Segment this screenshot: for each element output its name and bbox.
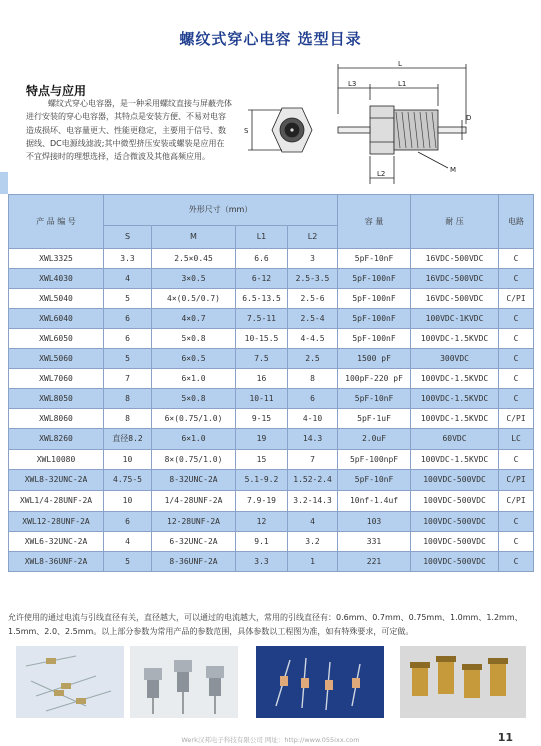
cell-voltage: 100VDC-1.5KVDC [411,389,499,409]
cell-product-code: XWL6050 [9,329,104,349]
cell-voltage: 100VDC-1.5KVDC [411,369,499,389]
cell-l1: 7.9-19 [236,491,288,512]
table-row [9,269,534,289]
cell-l1: 7.5-11 [236,309,288,329]
dim-label-L2: L2 [377,170,386,178]
table-row [9,349,534,369]
cell-circuit: C [499,532,534,552]
cell-circuit: C [499,349,534,369]
leaded-feedthrough-capacitors-photo [16,646,124,718]
cell-s: 6 [104,309,152,329]
dim-label-L1: L1 [398,80,407,88]
header-l2: L2 [288,226,338,249]
cell-product-code: XWL8-36UNF-2A [9,552,104,572]
cell-voltage: 100VDC-1.5KVDC [411,409,499,429]
cell-m: 12-28UNF-2A [152,512,236,532]
cell-s: 7 [104,369,152,389]
cell-m: 6×1.0 [152,429,236,450]
table-row [9,470,534,491]
cell-s: 4 [104,269,152,289]
cell-s: 8 [104,409,152,429]
header-circuit: 电路 [499,195,534,249]
cell-l1: 12 [236,512,288,532]
cell-m: 4×(0.5/0.7) [152,289,236,309]
cell-l1: 9-15 [236,409,288,429]
cell-s: 8 [104,389,152,409]
cell-circuit: C/PI [499,409,534,429]
cell-m: 6-32UNC-2A [152,532,236,552]
cell-capacity: 221 [338,552,411,572]
cell-product-code: XWL5040 [9,289,104,309]
cell-product-code: XWL7060 [9,369,104,389]
header-product: 产 品 编 号 [9,195,104,249]
usage-note: 允许使用的通过电流与引线直径有关，直径越大，可以通过的电流越大，常用的引线直径有：0.6mm、0.7mm、0.75mm、1.0mm、1.2mm、1.5mm、2.0、2.5mm。以上部分参数为常用产品的参数范围，具体参数以工程图为准，如有特殊要求，可定做。 [8,613,523,636]
header-l1: L1 [236,226,288,249]
cell-circuit: C [499,450,534,470]
header-dimensions: 外形尺寸（mm） [104,195,338,226]
cell-product-code: XWL8260 [9,429,104,450]
cell-product-code: XWL8-32UNC-2A [9,470,104,491]
cell-voltage: 100VDC-500VDC [411,532,499,552]
cell-s: 10 [104,450,152,470]
table-row [9,491,534,512]
cell-circuit: C [499,552,534,572]
cell-l2: 2.5 [288,349,338,369]
table-row [9,389,534,409]
cell-product-code: XWL8050 [9,389,104,409]
cell-s: 6 [104,512,152,532]
cell-voltage: 100VDC-500VDC [411,512,499,532]
features-heading: 特点与应用 [26,84,87,98]
features-text: 螺纹式穿心电容器，是一种采用螺纹直接与屏蔽壳体进行安装的穿心电容器，其特点是安装方便、不易对电容造成损坏、电容量更大、性能更稳定，主要用于信号、数据线、DC电源线滤波;其中微型挤压安装或螺装是应用在不宜焊接时的理想选择，适合微波及其他高频应用。 [26,99,232,162]
dim-label-S: S [244,127,249,135]
cell-s: 10 [104,491,152,512]
cell-capacity: 5pF-100nF [338,329,411,349]
cell-s: 6 [104,329,152,349]
cell-s: 4.75-5 [104,470,152,491]
table-row [9,289,534,309]
cell-m: 5×0.8 [152,329,236,349]
cell-capacity: 5pF-10nF [338,470,411,491]
dim-label-L3: L3 [348,80,357,88]
cell-circuit: C [499,389,534,409]
cell-product-code: XWL6-32UNC-2A [9,532,104,552]
cell-capacity: 5pF-100nF [338,289,411,309]
cell-capacity: 10nf-1.4uf [338,491,411,512]
dim-label-L: L [398,60,402,68]
header-voltage: 耐 压 [411,195,499,249]
table-row [9,552,534,572]
cell-m: 4×0.7 [152,309,236,329]
cell-l2: 3.2 [288,532,338,552]
cell-l2: 3.2-14.3 [288,491,338,512]
cell-voltage: 60VDC [411,429,499,450]
cell-l2: 2.5-4 [288,309,338,329]
table-row [9,532,534,552]
cell-voltage: 300VDC [411,349,499,369]
cell-voltage: 100VDC-1.5KVDC [411,450,499,470]
cell-l2: 4-4.5 [288,329,338,349]
cell-product-code: XWL5060 [9,349,104,369]
cell-s: 3.3 [104,249,152,269]
spec-table [8,194,534,572]
cell-l1: 7.5 [236,349,288,369]
table-row [9,429,534,450]
brass-threaded-capacitors-photo [400,646,526,718]
footer-text: Werk汉邦电子科技有限公司 网址：http://www.055ixx.com [181,736,360,744]
cell-l2: 4-10 [288,409,338,429]
cell-l1: 19 [236,429,288,450]
cell-voltage: 16VDC-500VDC [411,269,499,289]
cell-circuit: C/PI [499,289,534,309]
cell-m: 3×0.5 [152,269,236,289]
cell-voltage: 100VDC-500VDC [411,470,499,491]
cell-l1: 6.6 [236,249,288,269]
cell-l2: 8 [288,369,338,389]
cell-voltage: 100VDC-500VDC [411,491,499,512]
cell-s: 5 [104,349,152,369]
cell-m: 6×1.0 [152,369,236,389]
cell-l1: 10-15.5 [236,329,288,349]
cell-product-code: XWL8060 [9,409,104,429]
cell-product-code: XWL1/4-28UNF-2A [9,491,104,512]
cell-circuit: C/PI [499,470,534,491]
cell-circuit: C [499,269,534,289]
cell-voltage: 16VDC-500VDC [411,289,499,309]
cell-l2: 1.52-2.4 [288,470,338,491]
table-row [9,249,534,269]
table-row [9,512,534,532]
cell-l2: 6 [288,389,338,409]
cell-s: 直径8.2 [104,429,152,450]
cell-voltage: 16VDC-500VDC [411,249,499,269]
cell-capacity: 103 [338,512,411,532]
cell-circuit: C [499,329,534,349]
cell-capacity: 331 [338,532,411,552]
cell-product-code: XWL4030 [9,269,104,289]
cell-capacity: 5pF-10nF [338,249,411,269]
cell-l2: 14.3 [288,429,338,450]
table-row [9,309,534,329]
cell-capacity: 5pF-10nF [338,389,411,409]
cell-m: 6×(0.75/1.0) [152,409,236,429]
cell-l2: 2.5-6 [288,289,338,309]
cell-l2: 3 [288,249,338,269]
cell-l2: 1 [288,552,338,572]
cell-capacity: 1500 pF [338,349,411,369]
cell-product-code: XWL6040 [9,309,104,329]
cell-m: 2.5×0.45 [152,249,236,269]
table-row [9,409,534,429]
cell-product-code: XWL12-28UNF-2A [9,512,104,532]
cell-capacity: 5pF-100nF [338,269,411,289]
table-row [9,450,534,470]
cell-product-code: XWL3325 [9,249,104,269]
cell-product-code: XWL10080 [9,450,104,470]
cell-voltage: 100VDC-1KVDC [411,309,499,329]
cell-m: 5×0.8 [152,389,236,409]
header-m: M [152,226,236,249]
cell-voltage: 100VDC-1.5KVDC [411,329,499,349]
table-row [9,329,534,349]
threaded-capacitors-side-photo [130,646,238,718]
cell-l1: 9.1 [236,532,288,552]
cell-circuit: C [499,512,534,532]
cell-l1: 6-12 [236,269,288,289]
cell-l1: 10-11 [236,389,288,409]
cell-l1: 3.3 [236,552,288,572]
header-s: S [104,226,152,249]
cell-capacity: 5pF-1uF [338,409,411,429]
cell-circuit: C [499,369,534,389]
cell-s: 4 [104,532,152,552]
cell-capacity: 5pF-100nF [338,309,411,329]
page-title: 螺纹式穿心电容 选型目录 [179,30,362,48]
cell-circuit: C/PI [499,491,534,512]
cell-l2: 7 [288,450,338,470]
cell-l1: 15 [236,450,288,470]
cell-l1: 6.5-13.5 [236,289,288,309]
cell-capacity: 2.0uF [338,429,411,450]
cell-voltage: 100VDC-500VDC [411,552,499,572]
color-swatch-bar [0,172,8,194]
cell-m: 8-32UNC-2A [152,470,236,491]
cell-circuit: C [499,249,534,269]
table-row [9,369,534,389]
dim-label-D: D [466,114,472,122]
cell-l1: 16 [236,369,288,389]
cell-s: 5 [104,289,152,309]
header-capacity: 容 量 [338,195,411,249]
cell-capacity: 100pF-220 pF [338,369,411,389]
cell-m: 8×(0.75/1.0) [152,450,236,470]
cell-m: 1/4-28UNF-2A [152,491,236,512]
cell-capacity: 5pF-100npF [338,450,411,470]
cell-l2: 2.5-3.5 [288,269,338,289]
cell-m: 6×0.5 [152,349,236,369]
page-number: 11 [497,731,513,744]
cell-l1: 5.1-9.2 [236,470,288,491]
cell-m: 8-36UNF-2A [152,552,236,572]
cell-circuit: C [499,309,534,329]
cell-s: 5 [104,552,152,572]
miniature-feedthrough-pins-photo [256,646,384,718]
cell-circuit: LC [499,429,534,450]
cell-l2: 4 [288,512,338,532]
capacitor-dimension-diagram [238,60,474,196]
dim-label-M: M [450,166,457,174]
